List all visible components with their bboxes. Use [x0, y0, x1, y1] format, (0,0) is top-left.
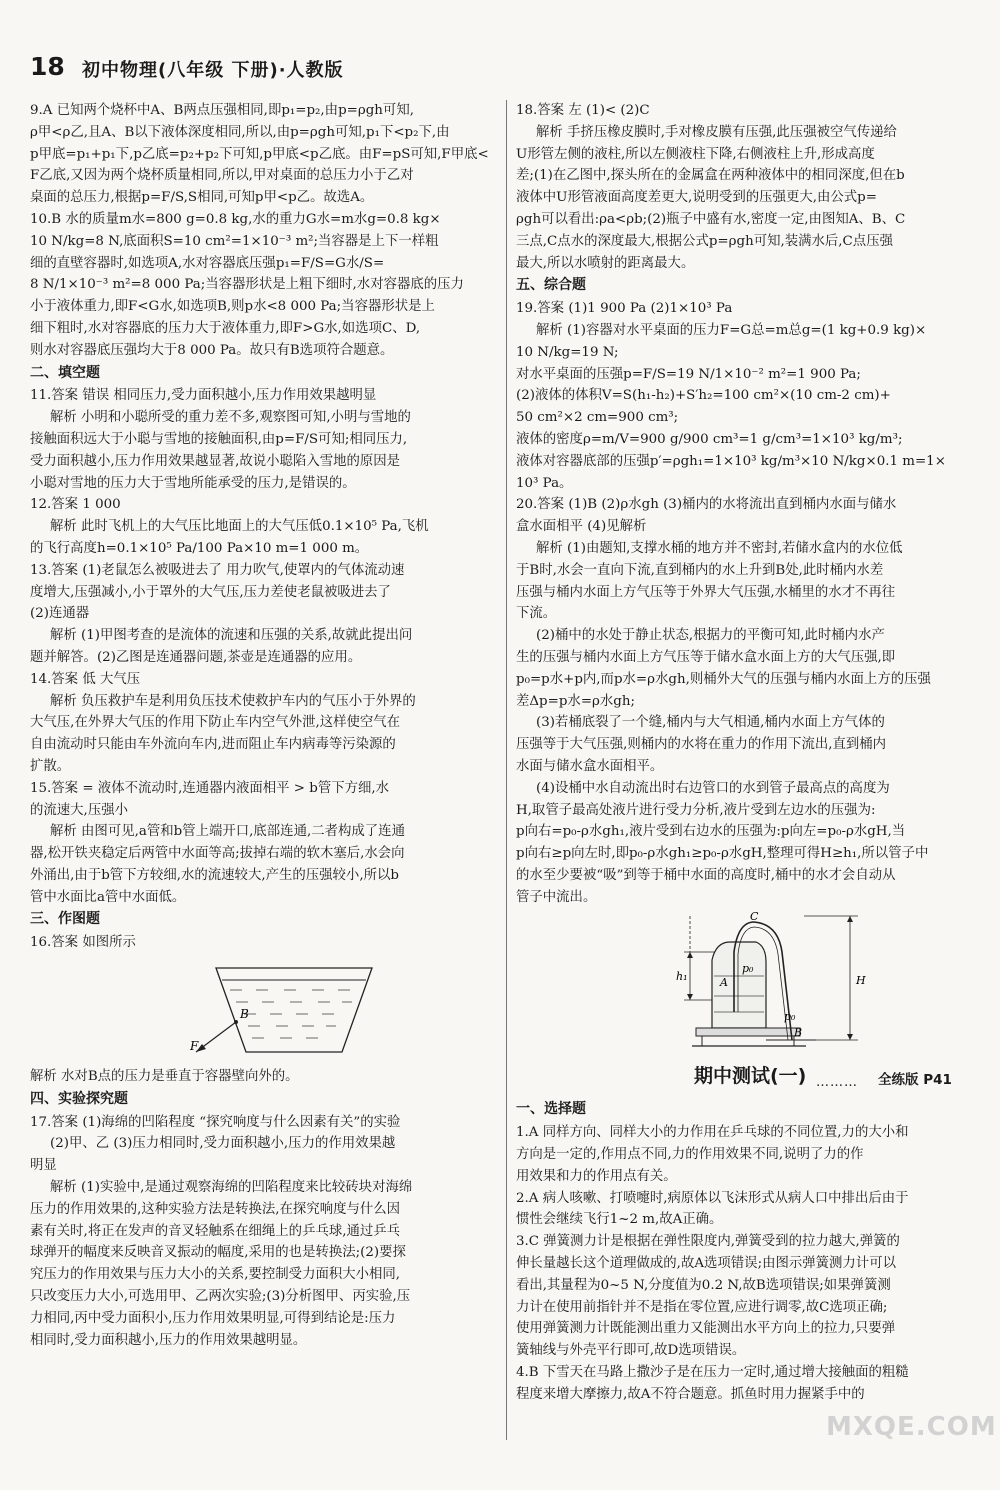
- exam-answer-2: [516, 1188, 972, 1232]
- text-line: 14.答案 低 大气压: [30, 671, 141, 687]
- text-line: 自由流动时只能由车外流向车内,进而阻止车内病毒等污染源的: [30, 737, 396, 753]
- text-line: 解析 手挤压橡皮膜时,手对橡皮膜有压强,此压强被空气传递给: [536, 124, 897, 140]
- answer-18: [516, 100, 972, 274]
- watermark: MXQE.COM: [826, 1412, 997, 1442]
- text-line: ρgh可以看出:ρa<ρb;(2)瓶子中盛有水,密度一定,由图知A、B、C: [516, 211, 906, 227]
- text-line: 题并解答。(2)乙图是连通器问题,茶壶是连通器的应用。: [30, 649, 362, 665]
- text-line: F乙底,又因为两个烧杯质量相同,所以,甲对桌面的总压力小于乙对: [30, 168, 414, 184]
- text-line: 4.B 下雪天在马路上撒沙子是在压力一定时,通过增大接触面的粗糙: [516, 1365, 909, 1381]
- label-p0-inside: p₀: [742, 962, 754, 976]
- text-line: 则水对容器底压强均大于8 000 Pa。故只有B选项符合题意。: [30, 342, 394, 358]
- page-reference: 全练版 P41: [878, 1072, 952, 1089]
- leader-dots: ………: [816, 1075, 858, 1091]
- text-line: 解析 (1)由题知,支撑水桶的地方并不密封,若储水盒内的水位低: [536, 540, 903, 556]
- text-line: 接触面积远大于小聪与雪地的接触面积,由p=F/S可知;相同压力,: [30, 431, 408, 447]
- text-line: 于B时,水会一直向下流,直到桶内的水上升到B处,此时桶内水差: [516, 562, 884, 578]
- text-line: 压强与桶内水面上方气压等于外界大气压强,水桶里的水才不再往: [516, 584, 896, 600]
- text-line: 最大,所以水喷射的距离最大。: [516, 255, 695, 271]
- text-line: 使用弹簧测力计既能测出重力又能测出水平方向上的拉力,只要弹: [516, 1321, 896, 1337]
- text-line: 受力面积越小,压力作用效果越显著,故说小聪陷入雪地的原因是: [30, 453, 401, 469]
- text-line: 解析 水对B点的压力是垂直于容器壁向外的。: [30, 1069, 299, 1085]
- label-h1: h₁: [676, 970, 688, 984]
- midterm-title: 期中测试(一): [694, 1065, 807, 1088]
- text-line: 18.答案 左 (1)< (2)C: [516, 103, 650, 118]
- section-heading-drawing: 三、作图题: [30, 911, 100, 928]
- text-line: ρ甲<ρ乙,且A、B以下液体深度相同,所以,由p=ρgh可知,p₁下<p₂下,由: [30, 124, 450, 140]
- text-line: 压力的作用效果的,这种实验方法是转换法,在探究响度与什么因: [30, 1201, 401, 1217]
- text-line: 解析 由图可见,a管和b管上端开口,底部连通,二者构成了连通: [50, 824, 405, 840]
- text-line: 10³ Pa。: [516, 475, 573, 491]
- text-line: 惯性会继续飞行1~2 m,故A正确。: [516, 1212, 723, 1228]
- text-line: (4)设桶中水自动流出时右边管口的水到管子最高点的高度为: [536, 780, 890, 796]
- column-divider: [506, 100, 507, 1440]
- text-line: 20.答案 (1)B (2)ρ水gh (3)桶内的水将流出直到桶内水面与储水: [516, 497, 897, 513]
- container-force-figure: [30, 958, 496, 1062]
- label-b: B: [240, 1007, 249, 1022]
- text-line: 下流。: [516, 606, 557, 622]
- bucket-siphon-figure: [516, 912, 972, 1052]
- text-line: 的水至少要被“吸”到等于桶中水面的高度时,桶中的水才会自动从: [516, 867, 896, 883]
- answer-15: [30, 778, 496, 909]
- text-line: 对水平桌面的压强p=F/S=19 N/1×10⁻² m²=1 900 Pa;: [516, 366, 861, 382]
- label-p0-outside: p₀: [784, 1010, 796, 1024]
- answer-13: [30, 560, 496, 669]
- text-line: 管子中流出。: [516, 889, 597, 905]
- text-line: 小于液体重力,即F<G水,如选项B,则p水<8 000 Pa;当容器形状是上: [30, 299, 435, 315]
- section-heading-comprehensive: 五、综合题: [516, 277, 586, 294]
- text-line: 解析 (1)实验中,是通过观察海绵的凹陷程度来比较砖块对海绵: [50, 1180, 413, 1196]
- text-line: 用效果和力的作用点有关。: [516, 1168, 677, 1184]
- text-line: 究压力的作用效果与压力大小的关系,要控制受力面积大小相同,: [30, 1267, 401, 1283]
- text-line: 2.A 病人咳嗽、打喷嚏时,病原体以飞沫形式从病人口中排出后由于: [516, 1190, 909, 1206]
- text-line: 器,松开铁夹稳定后两管中水面等高;拔掉右端的软木塞后,水会向: [30, 846, 405, 862]
- text-line: (2)液体的体积V=S(h₁-h₂)+S′h₂=100 cm²×(10 cm-2 cm)+: [516, 388, 891, 404]
- text-line: U形管左侧的液柱,所以左侧液柱下降,右侧液柱上升,形成高度: [516, 146, 875, 162]
- label-a: A: [720, 976, 728, 990]
- text-line: 压强等于大气压强,则桶内的水将在重力的作用下流出,直到桶内: [516, 737, 887, 753]
- text-line: 簧轴线与外壳平行即可,故D选项错误。: [516, 1343, 746, 1359]
- page-header: [28, 52, 972, 82]
- text-line: 方向是一定的,作用点不同,力的作用效果不同,说明了力的作: [516, 1147, 864, 1163]
- text-line: 解析 (1)甲图考查的是流体的流速和压强的关系,故就此提出问: [50, 628, 413, 644]
- right-column: [516, 100, 972, 1406]
- text-line: p向右=p₀-ρ水gh₁,液片受到右边水的压强为:p向左=p₀-ρ水gH,当: [516, 824, 906, 840]
- text-line: 大气压,在外界大气压的作用下防止车内空气外泄,这样使空气在: [30, 715, 401, 731]
- text-line: 的飞行高度h=0.1×10⁵ Pa/100 Pa×10 m=1 000 m。: [30, 540, 369, 556]
- text-line: (2)连通器: [30, 606, 90, 622]
- text-line: 水面与储水盒水面相平。: [516, 758, 664, 774]
- text-line: 相同时,受力面积越小,压力的作用效果越明显。: [30, 1332, 307, 1348]
- text-line: 液体的密度ρ=m/V=900 g/900 cm³=1 g/cm³=1×10³ kg/m³;: [516, 431, 903, 447]
- answer-14: [30, 669, 496, 778]
- text-line: 小聪对雪地的压力大于雪地所能承受的压力,是错误的。: [30, 475, 356, 491]
- text-line: 明显: [30, 1158, 57, 1174]
- text-line: 9.A 已知两个烧杯中A、B两点压强相同,即p₁=p₂,由p=ρgh可知,: [30, 103, 414, 118]
- text-line: 10 N/kg=19 N;: [516, 344, 619, 360]
- text-line: 16.答案 如图所示: [30, 935, 136, 951]
- text-line: 液体对容器底部的压强p′=ρgh₁=1×10³ kg/m³×10 N/kg×0.1 m=1×: [516, 453, 946, 469]
- text-line: 10.B 水的质量m水=800 g=0.8 kg,水的重力G水=m水g=0.8 kg×: [30, 211, 441, 227]
- label-f: F: [190, 1039, 199, 1054]
- text-line: (3)若桶底裂了一个缝,桶内与大气相通,桶内水面上方气体的: [536, 715, 885, 731]
- text-line: 解析 此时飞机上的大气压比地面上的大气压低0.1×10⁵ Pa,飞机: [50, 519, 429, 535]
- text-line: 力相同,丙中受力面积小,压力作用效果明显,可得到结论是:压力: [30, 1310, 396, 1326]
- text-line: 8 N/1×10⁻³ m²=8 000 Pa;当容器形状是上粗下细时,水对容器底的压力: [30, 277, 464, 293]
- section-heading-multiple-choice: 一、选择题: [516, 1101, 586, 1118]
- answer-9: [30, 100, 496, 209]
- container-diagram: [30, 958, 496, 1062]
- answer-19: [516, 298, 972, 494]
- answer-17: [30, 1112, 496, 1352]
- text-line: 解析 (1)容器对水平桌面的压力F=G总=m总g=(1 kg+0.9 kg)×: [536, 322, 927, 338]
- text-line: (2)桶中的水处于静止状态,根据力的平衡可知,此时桶内水产: [536, 628, 885, 644]
- text-line: 细的直壁容器时,如选项A,水对容器底压强p₁=F/S=G水/S=: [30, 255, 385, 271]
- text-line: 只改变压力大小,可选用甲、乙两次实验;(3)分析图甲、丙实验,压: [30, 1289, 411, 1305]
- text-line: 管中水面比a管中水面低。: [30, 889, 186, 905]
- text-line: 扩散。: [30, 758, 71, 774]
- text-line: 12.答案 1 000: [30, 497, 121, 513]
- text-line: (2)甲、乙 (3)压力相同时,受力面积越小,压力的作用效果越: [50, 1136, 396, 1152]
- text-line: 细下粗时,水对容器底的压力大于液体重力,即F>G水,如选项C、D,: [30, 320, 421, 336]
- text-line: 看出,其量程为0~5 N,分度值为0.2 N,故B选项错误;如果弹簧测: [516, 1277, 891, 1293]
- answer-11: [30, 385, 496, 494]
- text-line: 11.答案 错误 相同压力,受力面积越小,压力作用效果越明显: [30, 388, 377, 404]
- exam-answer-3: [516, 1231, 972, 1362]
- text-line: 解析 小明和小聪所受的重力差不多,观察图可知,小明与雪地的: [50, 410, 411, 426]
- text-line: 解析 负压救护车是利用负压技术使救护车内的气压小于外界的: [50, 693, 416, 709]
- text-line: 1.A 同样方向、同样大小的力作用在乒乓球的不同位置,力的大小和: [516, 1125, 909, 1141]
- book-title: 初中物理(八年级 下册)·人教版: [82, 60, 344, 81]
- text-line: 液体中U形管液面高度差更大,说明受到的压强更大,由公式p=: [516, 190, 877, 206]
- text-line: 13.答案 (1)老鼠怎么被吸进去了 用力吹气,使罩内的气体流动速: [30, 562, 405, 578]
- exam-answer-4: [516, 1362, 972, 1406]
- text-line: 伸长量越长这个道理做成的,故A选项错误;由图示弹簧测力计可以: [516, 1256, 896, 1272]
- text-line: 度增大,压强减小,小于罩外的大气压,压力差使老鼠被吸进去了: [30, 584, 391, 600]
- left-column: [30, 100, 496, 1351]
- text-line: 力计在使用前指针并不是指在零位置,应进行调零,故C选项正确;: [516, 1299, 888, 1315]
- text-line: 3.C 弹簧测力计是根据在弹性限度内,弹簧受到的拉力越大,弹簧的: [516, 1234, 900, 1250]
- text-line: 的流速大,压强小: [30, 802, 128, 818]
- text-line: 生的压强与桶内水面上方气压等于储水盒水面上方的大气压强,即: [516, 649, 896, 665]
- text-line: 球弹开的幅度来反映音叉振动的幅度,采用的也是转换法;(2)要探: [30, 1245, 406, 1261]
- midterm-test-heading: [516, 1058, 972, 1098]
- text-line: 50 cm²×2 cm=900 cm³;: [516, 410, 679, 426]
- text-line: p₀=p水+p内,而p水=ρ水gh,则桶外大气的压强与桶内水面上方的压强: [516, 671, 931, 687]
- exam-answer-1: [516, 1122, 972, 1187]
- text-line: p甲底=p₁+p₁下,p乙底=p₂+p₂下可知,p甲底<p乙底。由F=pS可知,F甲底<: [30, 146, 489, 162]
- text-line: 差;(1)在乙图中,探头所在的金属盒在两种液体中的相同深度,但在b: [516, 168, 905, 184]
- answer-12: [30, 494, 496, 559]
- text-line: 15.答案 = 液体不流动时,连通器内液面相平 > b管下方细,水: [30, 780, 390, 796]
- text-line: 桌面的总压力,根据p=F/S,S相同,可知p甲<p乙。故选A。: [30, 190, 374, 206]
- text-line: 程度来增大摩擦力,故A不符合题意。抓鱼时用力握紧手中的: [516, 1386, 865, 1402]
- text-line: H,取管子最高处液片进行受力分析,液片受到左边水的压强为:: [516, 802, 876, 818]
- page-number: 18: [30, 52, 65, 81]
- label-h: H: [856, 974, 866, 988]
- text-line: 差Δp=p水=ρ水gh;: [516, 693, 636, 709]
- answer-20: [516, 494, 972, 908]
- label-c: C: [750, 912, 759, 924]
- text-line: 17.答案 (1)海绵的凹陷程度 “探究响度与什么因素有关”的实验: [30, 1114, 401, 1130]
- bucket-siphon-diagram: [516, 912, 972, 1052]
- label-b: B: [794, 1026, 803, 1040]
- text-line: 盒水面相平 (4)见解析: [516, 519, 647, 535]
- answer-16: [30, 932, 496, 1088]
- section-heading-experiment: 四、实验探究题: [30, 1090, 128, 1107]
- text-line: 19.答案 (1)1 900 Pa (2)1×10³ Pa: [516, 301, 733, 317]
- text-line: 外涌出,由于b管下方较细,水的流速较大,产生的压强较小,所以b: [30, 867, 399, 883]
- text-line: 素有关时,将正在发声的音叉轻触系在细绳上的乒乓球,通过乒乓: [30, 1223, 401, 1239]
- text-line: 三点,C点水的深度最大,根据公式p=ρgh可知,装满水后,C点压强: [516, 233, 893, 249]
- answer-10: [30, 209, 496, 362]
- text-line: 10 N/kg=8 N,底面积S=10 cm²=1×10⁻³ m²;当容器是上下一样粗: [30, 233, 439, 249]
- text-line: p向右≥p向左时,即p₀-ρ水gh₁≥p₀-ρ水gH,整理可得H≥h₁,所以管子中: [516, 846, 929, 862]
- section-heading-fill-blank: 二、填空题: [30, 364, 100, 381]
